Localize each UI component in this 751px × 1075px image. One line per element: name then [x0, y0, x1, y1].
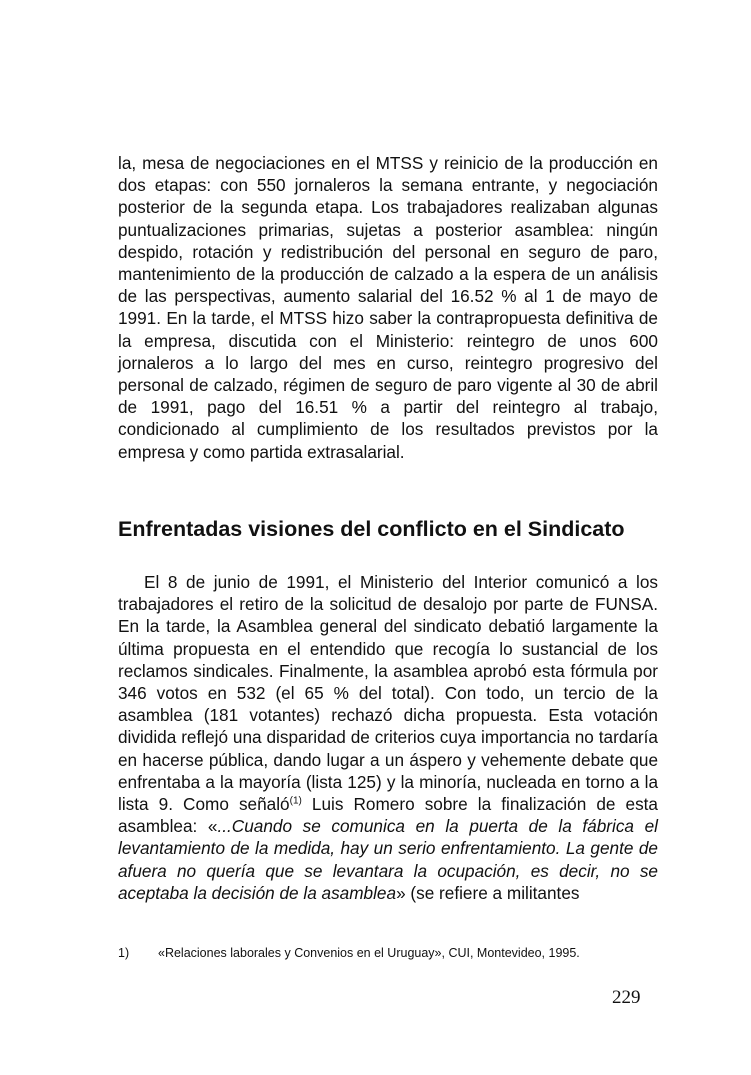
paragraph-2-text: El 8 de junio de 1991, el Ministerio del Interior comunicó a los trabajadores el retiro de la solicitud de desalojo por parte de FUNSA. En la tarde, la Asamblea general del sindicato debatió largamente la última propuesta en el entendido que recogía lo sustancial de los reclamos sindicales. Finalmente, la asamblea aprobó esta fórmula por 346 votos en 532 (el 65 % del total). Con todo, un tercio de la asamblea (181 votantes) rechazó dicha propuesta. Esta votación dividida reflejó una disparidad de criterios cuya importancia no tardaría en hacerse pública, dando lugar a un áspero y vehemente debate que enfrentaba a la mayoría (lista 125) y la minoría, nucleada en torno a la lista 9. Como señaló: [118, 572, 658, 815]
footnote-reference: (1): [289, 795, 302, 807]
body-paragraph-2: [118, 571, 658, 904]
body-paragraph-1: la, mesa de negociaciones en el MTSS y reinicio de la producción en dos etapas: con 550 jornaleros la semana entrante, y negociación posterior de la segunda etapa. Los trabajadores realizaban algunas puntualizaciones primarias, sujetas a posterior asamblea: ningún despido, rotación y redistribución del personal en seguro de paro, mantenimiento de la producción de calzado a la espera de un análisis de las perspectivas, aumento salarial del 16.52 % al 1 de mayo de 1991. En la tarde, el MTSS hizo saber la contrapropuesta definitiva de la empresa, discutida con el Ministerio: reintegro de unos 600 jornaleros a lo largo del mes en curso, reintegro progresivo del personal de calzado, régimen de seguro de paro vigente al 30 de abril de 1991, pago del 16.51 % a partir del reintegro al trabajo, condicionado al cumplimiento de los resultados previstos por la empresa y como partida extrasalarial.: [118, 153, 658, 462]
paragraph-2-text-continued: Luis Romero sobre la finalización de esta asamblea: «: [118, 794, 658, 837]
footnote: [118, 946, 678, 960]
section-heading: Enfrentadas visiones del conflicto en el Sindicato: [118, 517, 625, 541]
paragraph-2-text-end: » (se refiere a militantes: [396, 882, 580, 903]
footnote-text: «Relaciones laborales y Convenios en el Uruguay», CUI, Montevideo, 1995.: [158, 946, 580, 960]
page-number: 229: [612, 987, 641, 1008]
quote-text: ...Cuando se comunica en la puerta de la fábrica el levantamiento de la medida, hay un serio enfrentamiento. La gente de afuera no quería que se levantara la ocupación, es decir, no se aceptaba la decisión de la asamblea: [118, 816, 658, 903]
footnote-mark: 1): [118, 946, 130, 960]
